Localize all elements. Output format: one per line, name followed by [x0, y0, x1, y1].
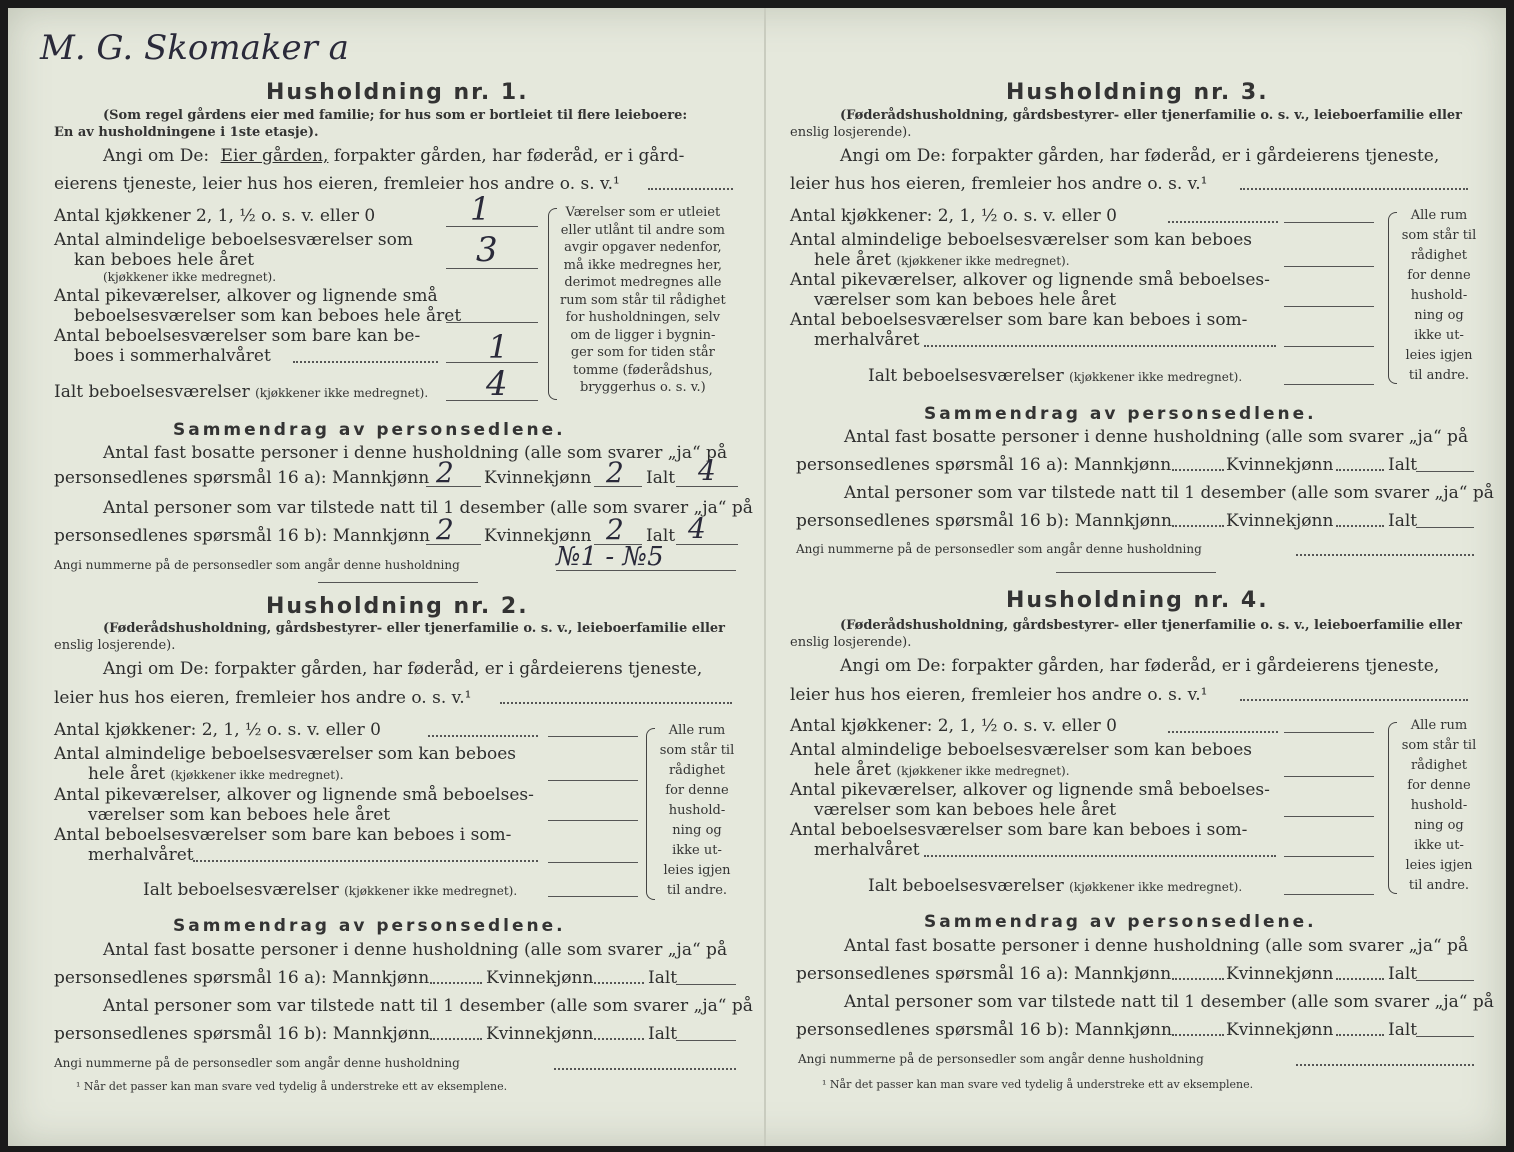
h4-fast-1: Antal fast bosatte personer i denne husholdning (alle som svarer „ja“ på	[844, 936, 1469, 956]
h2-til-m-dots	[430, 1038, 482, 1040]
h2-til-k-dots	[594, 1038, 644, 1040]
h1-note-1: (Som regel gårdens eier med familie; for hus som er bortleiet til flere leieboere:	[103, 108, 688, 123]
h1-sommer-value: 1	[488, 328, 509, 366]
h3-alm-2-row	[814, 250, 1070, 270]
footnote-left: ¹ Når det passer kan man svare ved tydelig å understreke ett av eksemplene.	[76, 1080, 508, 1093]
h3-fast-ialt: Ialt	[1388, 455, 1418, 475]
h4-fast-kvinne: Kvinnekjønn	[1226, 964, 1334, 984]
h4-note-1: (Føderådshusholdning, gårdsbestyrer- eller tjenerfamilie o. s. v., leieboerfamilie eller	[840, 618, 1463, 633]
h1-angi-line1	[103, 146, 684, 166]
h3-til-k-dots	[1336, 525, 1384, 527]
h2-side-note-line: ikke ut-	[672, 843, 722, 858]
h1-alm-value: 3	[476, 230, 498, 270]
h4-til-1: Antal personer som var tilstede natt til 1 desember (alle som svarer „ja“ på	[844, 992, 1494, 1012]
h1-side-note	[560, 204, 726, 397]
h1-side-note-line: bryggerhus o. s. v.)	[579, 380, 706, 395]
h4-side-note	[1398, 716, 1480, 896]
h2-fast-kvinne: Kvinnekjønn	[486, 968, 594, 988]
h3-side-brace	[1388, 212, 1397, 384]
h3-title: Husholdning nr. 3.	[1006, 80, 1269, 105]
h1-side-note-line: Værelser som er utleiet	[565, 205, 721, 220]
h2-fast-i-line	[676, 984, 736, 985]
h4-nummer-label: Angi nummerne på de personsedler som angår denne husholdning	[798, 1052, 1204, 1066]
h3-side-note	[1398, 206, 1480, 386]
h1-ialt-label	[54, 382, 428, 402]
h4-summary-title: Sammendrag av personsedlene.	[924, 912, 1317, 932]
h3-summary-title: Sammendrag av personsedlene.	[924, 404, 1317, 424]
h2-til-ialt: Ialt	[648, 1024, 678, 1044]
h4-til-i-line	[1416, 1036, 1474, 1037]
h1-ialt-text: Ialt beboelsesværelser	[54, 382, 250, 402]
h1-til-i-value: 4	[688, 512, 706, 545]
h2-side-note	[656, 721, 738, 901]
h3-side-note-line: til andre.	[1408, 368, 1470, 383]
h2-pike-line	[548, 820, 638, 821]
h3-side-note-line: Alle rum	[1410, 208, 1468, 223]
h3-ialt-note: (kjøkkener ikke medregnet).	[1069, 370, 1243, 384]
h3-sommer-dots	[924, 345, 1276, 347]
h4-til-ialt: Ialt	[1388, 1020, 1418, 1040]
h2-sommer-2: merhalvåret	[88, 845, 194, 865]
h3-fast-k-dots	[1336, 469, 1384, 471]
h1-angi-line2: eierens tjeneste, leier hus hos eieren, fremleier hos andre o. s. v.¹	[54, 174, 620, 194]
h2-note-1: (Føderådshusholdning, gårdsbestyrer- eller tjenerfamilie o. s. v., leieboerfamilie eller	[103, 621, 726, 636]
h1-ialt-line	[446, 400, 538, 401]
h3-nummer-dots	[1296, 554, 1474, 556]
h1-side-note-line: avgir opgaver nedenfor,	[564, 240, 722, 255]
h2-ialt-row	[143, 880, 517, 900]
h3-sommer-1: Antal beboelsesværelser som bare kan beboes i som-	[790, 310, 1248, 330]
h2-title: Husholdning nr. 2.	[266, 594, 529, 619]
h3-note-1: (Føderådshusholdning, gårdsbestyrer- eller tjenerfamilie o. s. v., leieboerfamilie eller	[840, 108, 1463, 123]
h4-til-kvinne: Kvinnekjønn	[1226, 1020, 1334, 1040]
h4-alm-1: Antal almindelige beboelsesværelser som kan beboes	[790, 740, 1252, 760]
h3-fast-m-dots	[1172, 469, 1224, 471]
h3-fast-i-line	[1416, 471, 1474, 472]
h1-side-note-line: derimot medregnes alle	[564, 275, 722, 290]
h2-ialt-line	[548, 896, 638, 897]
h3-note-2: enslig losjerende).	[790, 125, 912, 140]
h3-divider	[1056, 572, 1216, 573]
h2-note-2: enslig losjerende).	[54, 638, 176, 653]
h1-side-note-line: må ikke medregnes her,	[563, 257, 723, 273]
h4-ialt-row	[868, 876, 1242, 896]
h3-fast-1: Antal fast bosatte personer i denne husholdning (alle som svarer „ja“ på	[844, 427, 1469, 447]
h2-alm-line	[548, 780, 638, 781]
h1-kjokken-line	[446, 226, 538, 227]
h4-alm-2: hele året	[814, 760, 892, 780]
h2-side-brace	[646, 728, 655, 900]
h2-angi-1: Angi om De: forpakter gården, har føderåd, er i gårdeierens tjeneste,	[103, 659, 703, 679]
h1-sommer-1: Antal beboelsesværelser som bare kan be-	[54, 326, 421, 346]
h1-alm-2: kan beboes hele året	[74, 250, 255, 270]
h4-alm-line	[1284, 776, 1374, 777]
h2-side-note-line: leies igjen	[663, 863, 731, 878]
h2-sommer-line	[548, 862, 638, 863]
h3-side-note-line: ning og	[1414, 308, 1464, 323]
h1-alm-3: (kjøkkener ikke medregnet).	[103, 270, 277, 284]
h3-kjokken-label: Antal kjøkkener: 2, 1, ½ o. s. v. eller 0	[790, 206, 1117, 226]
h4-pike-2: værelser som kan beboes hele året	[814, 800, 1117, 820]
h3-angi-dots	[1240, 188, 1468, 190]
h4-fast-m-dots	[1172, 978, 1224, 980]
h1-pike-2: beboelsesværelser som kan beboes hele året	[74, 306, 462, 326]
h1-divider	[318, 582, 478, 583]
h2-side-note-line: som står til	[659, 743, 735, 758]
h2-kjokken-label: Antal kjøkkener: 2, 1, ½ o. s. v. eller 0	[54, 720, 381, 740]
h4-ialt-line	[1284, 894, 1374, 895]
h4-pike-line	[1284, 816, 1374, 817]
h4-side-note-line: leies igjen	[1405, 858, 1473, 873]
h4-pike-1: Antal pikeværelser, alkover og lignende små beboelses-	[790, 780, 1270, 800]
h4-til-2: personsedlenes spørsmål 16 b): Mannkjønn	[796, 1020, 1172, 1040]
h2-alm-1: Antal almindelige beboelsesværelser som kan beboes	[54, 744, 516, 764]
h3-alm-2: hele året	[814, 250, 892, 270]
h1-sommer-dots	[293, 361, 438, 363]
h1-side-note-line: eller utlånt til andre som	[560, 222, 725, 238]
h2-til-kvinne: Kvinnekjønn	[486, 1024, 594, 1044]
h4-kjokken-line	[1284, 732, 1374, 733]
h2-angi-dots	[500, 702, 732, 704]
h3-alm-1: Antal almindelige beboelsesværelser som kan beboes	[790, 230, 1252, 250]
h4-fast-i-line	[1416, 980, 1474, 981]
h3-side-note-line: som står til	[1401, 228, 1477, 243]
h1-angi-rest: forpakter gården, har føderåd, er i gård-	[333, 146, 685, 166]
h1-fast-2	[54, 468, 429, 488]
h4-sommer-line	[1284, 856, 1374, 857]
h2-angi-2: leier hus hos eieren, fremleier hos andre o. s. v.¹	[54, 688, 472, 708]
h3-pike-1: Antal pikeværelser, alkover og lignende små beboelses-	[790, 270, 1270, 290]
h2-alm-2-row	[88, 764, 344, 784]
h2-ialt-note: (kjøkkener ikke medregnet).	[344, 884, 518, 898]
h2-summary-title: Sammendrag av personsedlene.	[173, 916, 566, 936]
h1-fast-i-value: 4	[698, 454, 716, 487]
h1-fast-i-line	[676, 486, 738, 487]
h3-ialt-row	[868, 366, 1242, 386]
h2-side-note-line: til andre.	[666, 883, 728, 898]
h3-alm-line	[1284, 266, 1374, 267]
h4-side-note-line: rådighet	[1410, 758, 1468, 773]
h4-fast-k-dots	[1336, 978, 1384, 980]
h1-side-note-line: tomme (føderådshus,	[572, 362, 713, 378]
h2-nummer-dots	[554, 1068, 736, 1070]
h1-pike-1: Antal pikeværelser, alkover og lignende små	[54, 286, 438, 306]
h1-til-i-line	[676, 544, 738, 545]
h2-alm-2: hele året	[88, 764, 166, 784]
h1-title: Husholdning nr. 1.	[266, 80, 529, 105]
h1-alm-1: Antal almindelige beboelsesværelser som	[54, 230, 413, 250]
h1-side-note-line: ger som for tiden står	[570, 345, 715, 360]
h3-sommer-line	[1284, 346, 1374, 347]
h1-sommer-line	[446, 362, 538, 363]
h2-fast-1: Antal fast bosatte personer i denne husholdning (alle som svarer „ja“ på	[103, 940, 728, 960]
handwritten-owner-name: M. G. Skomaker a	[40, 28, 349, 68]
h2-fast-2: personsedlenes spørsmål 16 a): Mannkjønn	[54, 968, 430, 988]
h2-kjokken-dots	[428, 735, 538, 737]
h1-fast-k-line	[594, 486, 642, 487]
h1-til-m-line	[426, 544, 481, 545]
h1-til-m-value: 2	[436, 513, 454, 546]
h3-angi-2: leier hus hos eieren, fremleier hos andre o. s. v.¹	[790, 174, 1208, 194]
h1-kjokken-label: Antal kjøkkener 2, 1, ½ o. s. v. eller 0	[54, 206, 376, 226]
h1-side-note-line: om de ligger i bygnin-	[570, 327, 716, 343]
h4-ialt-note: (kjøkkener ikke medregnet).	[1069, 880, 1243, 894]
h4-side-note-line: ikke ut-	[1414, 838, 1464, 853]
h2-til-1: Antal personer som var tilstede natt til 1 desember (alle som svarer „ja“ på	[103, 996, 753, 1016]
h4-sommer-1: Antal beboelsesværelser som bare kan beboes i som-	[790, 820, 1248, 840]
h1-side-note-line: rum som står til rådighet	[560, 292, 726, 308]
h2-fast-k-dots	[594, 982, 644, 984]
h2-pike-2: værelser som kan beboes hele året	[88, 805, 391, 825]
h2-side-note-line: rådighet	[668, 763, 726, 778]
h2-sommer-1: Antal beboelsesværelser som bare kan beboes i som-	[54, 825, 512, 845]
h2-side-note-line: for denne	[665, 783, 729, 798]
h2-nummer-label: Angi nummerne på de personsedler som angår denne husholdning	[54, 1056, 460, 1070]
h2-alm-note: (kjøkkener ikke medregnet).	[170, 768, 344, 782]
h1-angi-dots	[648, 188, 733, 190]
h4-side-brace	[1388, 722, 1397, 894]
h2-side-note-line: Alle rum	[668, 723, 726, 738]
h3-til-1: Antal personer som var tilstede natt til 1 desember (alle som svarer „ja“ på	[844, 483, 1494, 503]
h2-side-note-line: ning og	[672, 823, 722, 838]
h1-note-2: En av husholdningene i 1ste etasje).	[54, 125, 319, 140]
h2-pike-1: Antal pikeværelser, alkover og lignende små beboelses-	[54, 785, 534, 805]
h2-til-2: personsedlenes spørsmål 16 b): Mannkjønn	[54, 1024, 430, 1044]
h4-angi-2: leier hus hos eieren, fremleier hos andre o. s. v.¹	[790, 685, 1208, 705]
h2-fast-ialt: Ialt	[648, 968, 678, 988]
h3-alm-note: (kjøkkener ikke medregnet).	[896, 254, 1070, 268]
h1-fast-k-value: 2	[606, 456, 624, 489]
h1-pike-line	[446, 322, 538, 323]
h1-nummer-value: №1 - №5	[556, 542, 664, 572]
h2-kjokken-line	[548, 736, 638, 737]
h3-til-kvinne: Kvinnekjønn	[1226, 511, 1334, 531]
h3-fast-2: personsedlenes spørsmål 16 a): Mannkjønn	[796, 455, 1172, 475]
h4-kjokken-label: Antal kjøkkener: 2, 1, ½ o. s. v. eller 0	[790, 716, 1117, 736]
h3-til-m-dots	[1172, 525, 1224, 527]
h2-fast-m-dots	[430, 982, 482, 984]
h3-kjokken-dots	[1168, 221, 1278, 223]
h1-fast-prefix: personsedlenes spørsmål 16 a): Mannkjønn	[54, 468, 430, 488]
h1-til-1: Antal personer som var tilstede natt til 1 desember (alle som svarer „ja“ på	[103, 498, 753, 518]
h1-fast-ialt-label: Ialt	[646, 468, 676, 488]
h4-sommer-dots	[924, 855, 1276, 857]
h1-til-2: personsedlenes spørsmål 16 b): Mannkjønn	[54, 526, 430, 546]
h1-ialt-value: 4	[486, 364, 508, 404]
h4-angi-1: Angi om De: forpakter gården, har føderåd, er i gårdeierens tjeneste,	[840, 656, 1440, 676]
h3-fast-kvinne: Kvinnekjønn	[1226, 455, 1334, 475]
h4-side-note-line: til andre.	[1408, 878, 1470, 893]
h1-til-kvinne-label: Kvinnekjønn	[484, 526, 592, 546]
h2-side-note-line: hushold-	[668, 803, 726, 818]
h3-side-note-line: hushold-	[1410, 288, 1468, 303]
h3-nummer-label: Angi nummerne på de personsedler som angår denne husholdning	[796, 542, 1202, 556]
h3-ialt-label: Ialt beboelsesværelser	[868, 366, 1064, 386]
h4-side-note-line: Alle rum	[1410, 718, 1468, 733]
h4-title: Husholdning nr. 4.	[1006, 588, 1269, 613]
h2-til-i-line	[676, 1040, 736, 1041]
h1-til-k-value: 2	[606, 513, 624, 546]
h1-angi-prefix: Angi om De:	[103, 146, 210, 166]
h1-fast-1: Antal fast bosatte personer i denne husholdning (alle som svarer „ja“ på	[103, 443, 728, 463]
h3-ialt-line	[1284, 384, 1374, 385]
h3-pike-line	[1284, 306, 1374, 307]
h3-sommer-2: merhalvåret	[814, 330, 920, 350]
h4-side-note-line: som står til	[1401, 738, 1477, 753]
h4-side-note-line: for denne	[1407, 778, 1471, 793]
h4-sommer-2: merhalvåret	[814, 840, 920, 860]
h4-til-m-dots	[1172, 1034, 1224, 1036]
h4-angi-dots	[1240, 699, 1468, 701]
page-fold	[764, 8, 766, 1146]
h4-side-note-line: ning og	[1414, 818, 1464, 833]
h3-til-i-line	[1416, 527, 1474, 528]
h1-kjokken-value: 1	[470, 190, 491, 228]
h1-side-brace	[548, 208, 557, 400]
h2-sommer-dots	[193, 860, 538, 862]
h4-ialt-label: Ialt beboelsesværelser	[868, 876, 1064, 896]
h3-side-note-line: for denne	[1407, 268, 1471, 283]
h1-fast-kvinne-label: Kvinnekjønn	[484, 468, 592, 488]
h4-kjokken-dots	[1168, 731, 1278, 733]
h3-til-2: personsedlenes spørsmål 16 b): Mannkjønn	[796, 511, 1172, 531]
h1-til-ialt-label: Ialt	[646, 526, 676, 546]
h4-alm-2-row	[814, 760, 1070, 780]
h4-fast-2: personsedlenes spørsmål 16 a): Mannkjønn	[796, 964, 1172, 984]
h1-nummer-line	[556, 570, 736, 571]
h3-til-ialt: Ialt	[1388, 511, 1418, 531]
h2-ialt-label: Ialt beboelsesværelser	[143, 880, 339, 900]
h4-nummer-dots	[1296, 1064, 1474, 1066]
h1-nummer-label: Angi nummerne på de personsedler som angår denne husholdning	[54, 558, 460, 572]
h3-kjokken-line	[1284, 222, 1374, 223]
h4-fast-ialt: Ialt	[1388, 964, 1418, 984]
h1-alm-line	[446, 268, 538, 269]
h1-angi-underlined: Eier gården,	[220, 146, 329, 166]
h3-side-note-line: leies igjen	[1405, 348, 1473, 363]
h4-alm-note: (kjøkkener ikke medregnet).	[896, 764, 1070, 778]
h4-til-k-dots	[1336, 1034, 1384, 1036]
h3-side-note-line: rådighet	[1410, 248, 1468, 263]
footnote-right: ¹ Når det passer kan man svare ved tydelig å understreke ett av eksemplene.	[822, 1078, 1254, 1091]
h3-angi-1: Angi om De: forpakter gården, har føderåd, er i gårdeierens tjeneste,	[840, 146, 1440, 166]
h4-note-2: enslig losjerende).	[790, 635, 912, 650]
h3-pike-2: værelser som kan beboes hele året	[814, 290, 1117, 310]
h4-side-note-line: hushold-	[1410, 798, 1468, 813]
h1-ialt-note: (kjøkkener ikke medregnet).	[255, 386, 429, 400]
h1-summary-title: Sammendrag av personsedlene.	[173, 420, 566, 440]
census-sheet	[8, 8, 1506, 1146]
h1-side-note-line: for husholdningen, selv	[565, 310, 721, 325]
h3-side-note-line: ikke ut-	[1414, 328, 1464, 343]
h1-fast-m-line	[426, 486, 481, 487]
h1-fast-m-value: 2	[436, 456, 454, 489]
h1-sommer-2: boes i sommerhalvåret	[74, 346, 271, 366]
